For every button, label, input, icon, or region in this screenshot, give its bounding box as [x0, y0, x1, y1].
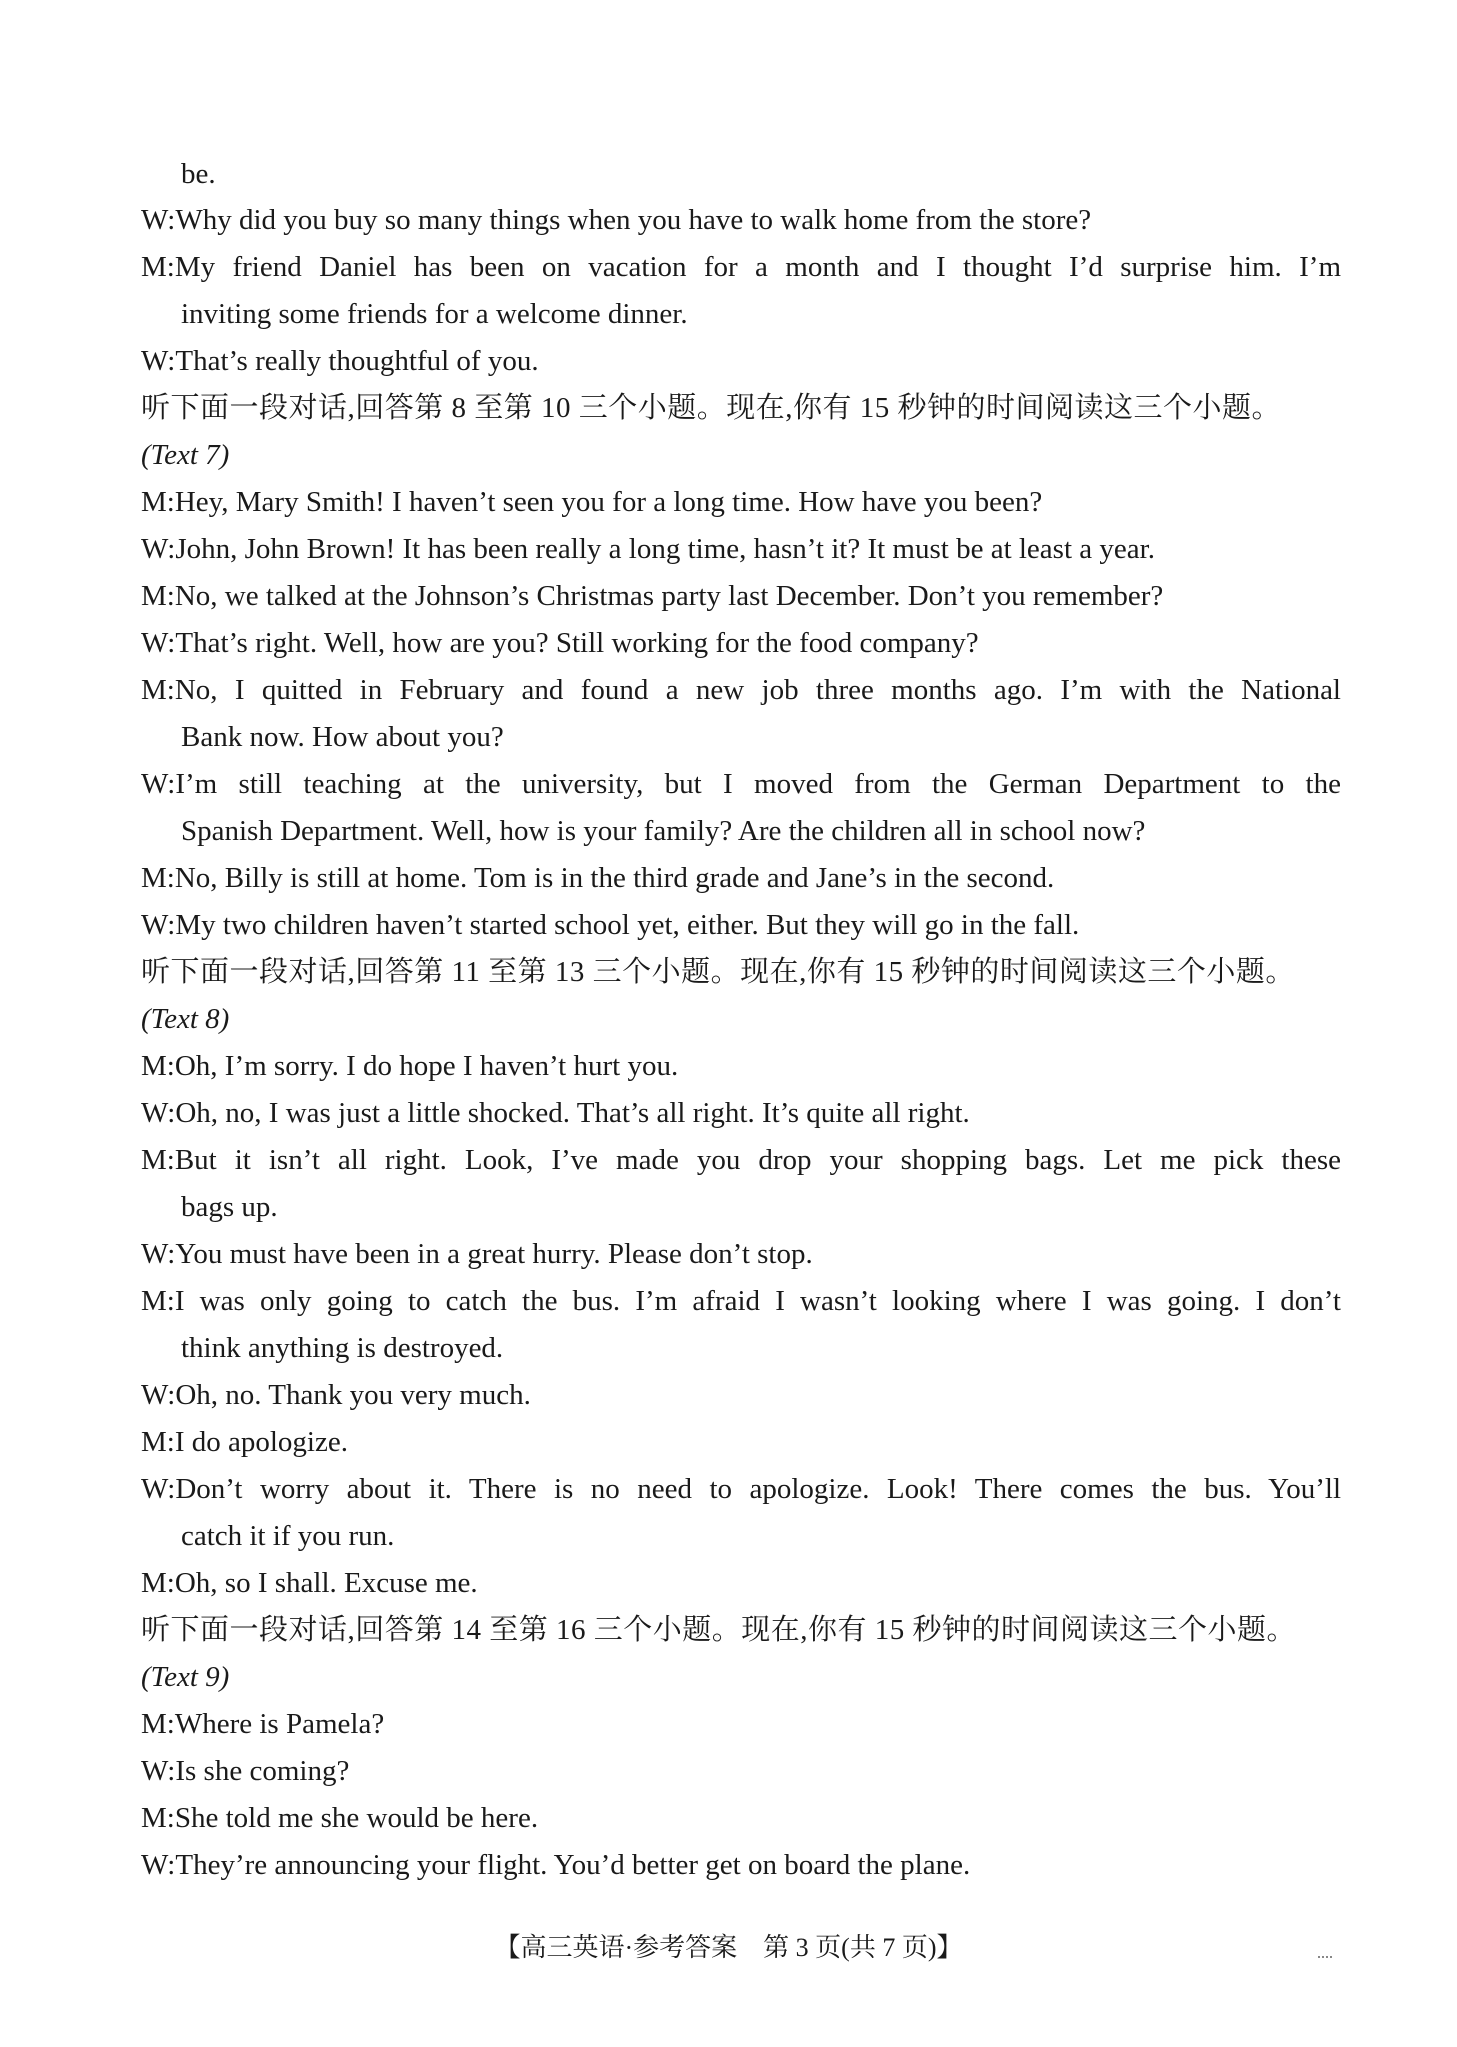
- dialogue-line: M:My friend Daniel has been on vacation for a month and I thought I’d surprise him. I’m: [141, 251, 1341, 283]
- dialogue-line: W:That’s right. Well, how are you? Still working for the food company?: [141, 627, 979, 659]
- dialogue-line: Spanish Department. Well, how is your family? Are the children all in school now?: [181, 815, 1146, 847]
- dialogue-line: M:No, I quitted in February and found a new job three months ago. I’m with the National: [141, 674, 1341, 706]
- dialogue-line: W:That’s really thoughtful of you.: [141, 345, 539, 377]
- dialogue-line: be.: [181, 158, 216, 190]
- instruction-line: 听下面一段对话,回答第 8 至第 10 三个小题。现在,你有 15 秒钟的时间阅读这三个小题。: [141, 392, 1282, 424]
- dialogue-line: W:Oh, no, I was just a little shocked. That’s all right. It’s quite all right.: [141, 1097, 970, 1129]
- dialogue-line: M:Where is Pamela?: [141, 1708, 385, 1740]
- dialogue-line: bags up.: [181, 1191, 278, 1223]
- scan-mark: [1318, 1956, 1332, 1962]
- dialogue-line: M:No, Billy is still at home. Tom is in the third grade and Jane’s in the second.: [141, 862, 1055, 894]
- dialogue-line: W:Is she coming?: [141, 1755, 350, 1787]
- section-label: (Text 8): [141, 1003, 230, 1035]
- dialogue-line: W:My two children haven’t started school yet, either. But they will go in the fall.: [141, 909, 1080, 941]
- section-label: (Text 7): [141, 439, 230, 471]
- dialogue-line: W:I’m still teaching at the university, but I moved from the German Department to the: [141, 768, 1341, 800]
- dialogue-line: M:I was only going to catch the bus. I’m afraid I wasn’t looking where I was going. I don’t: [141, 1285, 1341, 1317]
- dialogue-line: W:John, John Brown! It has been really a long time, hasn’t it? It must be at least a year.: [141, 533, 1155, 565]
- dialogue-line: think anything is destroyed.: [181, 1332, 504, 1364]
- dialogue-line: M:Oh, so I shall. Excuse me.: [141, 1567, 478, 1599]
- dialogue-line: W:Don’t worry about it. There is no need to apologize. Look! There comes the bus. You’ll: [141, 1473, 1341, 1505]
- dialogue-line: M:But it isn’t all right. Look, I’ve made you drop your shopping bags. Let me pick these: [141, 1144, 1341, 1176]
- dialogue-line: W:They’re announcing your flight. You’d better get on board the plane.: [141, 1849, 971, 1881]
- dialogue-line: M:I do apologize.: [141, 1426, 348, 1458]
- dialogue-line: M:Hey, Mary Smith! I haven’t seen you for a long time. How have you been?: [141, 486, 1043, 518]
- dialogue-line: M:Oh, I’m sorry. I do hope I haven’t hurt you.: [141, 1050, 679, 1082]
- dialogue-line: Bank now. How about you?: [181, 721, 504, 753]
- dialogue-line: W:You must have been in a great hurry. Please don’t stop.: [141, 1238, 813, 1270]
- instruction-line: 听下面一段对话,回答第 14 至第 16 三个小题。现在,你有 15 秒钟的时间阅读这三个小题。: [141, 1614, 1297, 1646]
- dialogue-line: M:No, we talked at the Johnson’s Christmas party last December. Don’t you remember?: [141, 580, 1164, 612]
- dialogue-line: W:Why did you buy so many things when you have to walk home from the store?: [141, 204, 1092, 236]
- page-footer: 【高三英语·参考答案 第 3 页(共 7 页)】: [494, 1933, 963, 1962]
- dialogue-line: inviting some friends for a welcome dinner.: [181, 298, 688, 330]
- section-label: (Text 9): [141, 1661, 230, 1693]
- dialogue-line: catch it if you run.: [181, 1520, 395, 1552]
- instruction-line: 听下面一段对话,回答第 11 至第 13 三个小题。现在,你有 15 秒钟的时间阅读这三个小题。: [141, 956, 1295, 988]
- dialogue-line: M:She told me she would be here.: [141, 1802, 539, 1834]
- dialogue-line: W:Oh, no. Thank you very much.: [141, 1379, 531, 1411]
